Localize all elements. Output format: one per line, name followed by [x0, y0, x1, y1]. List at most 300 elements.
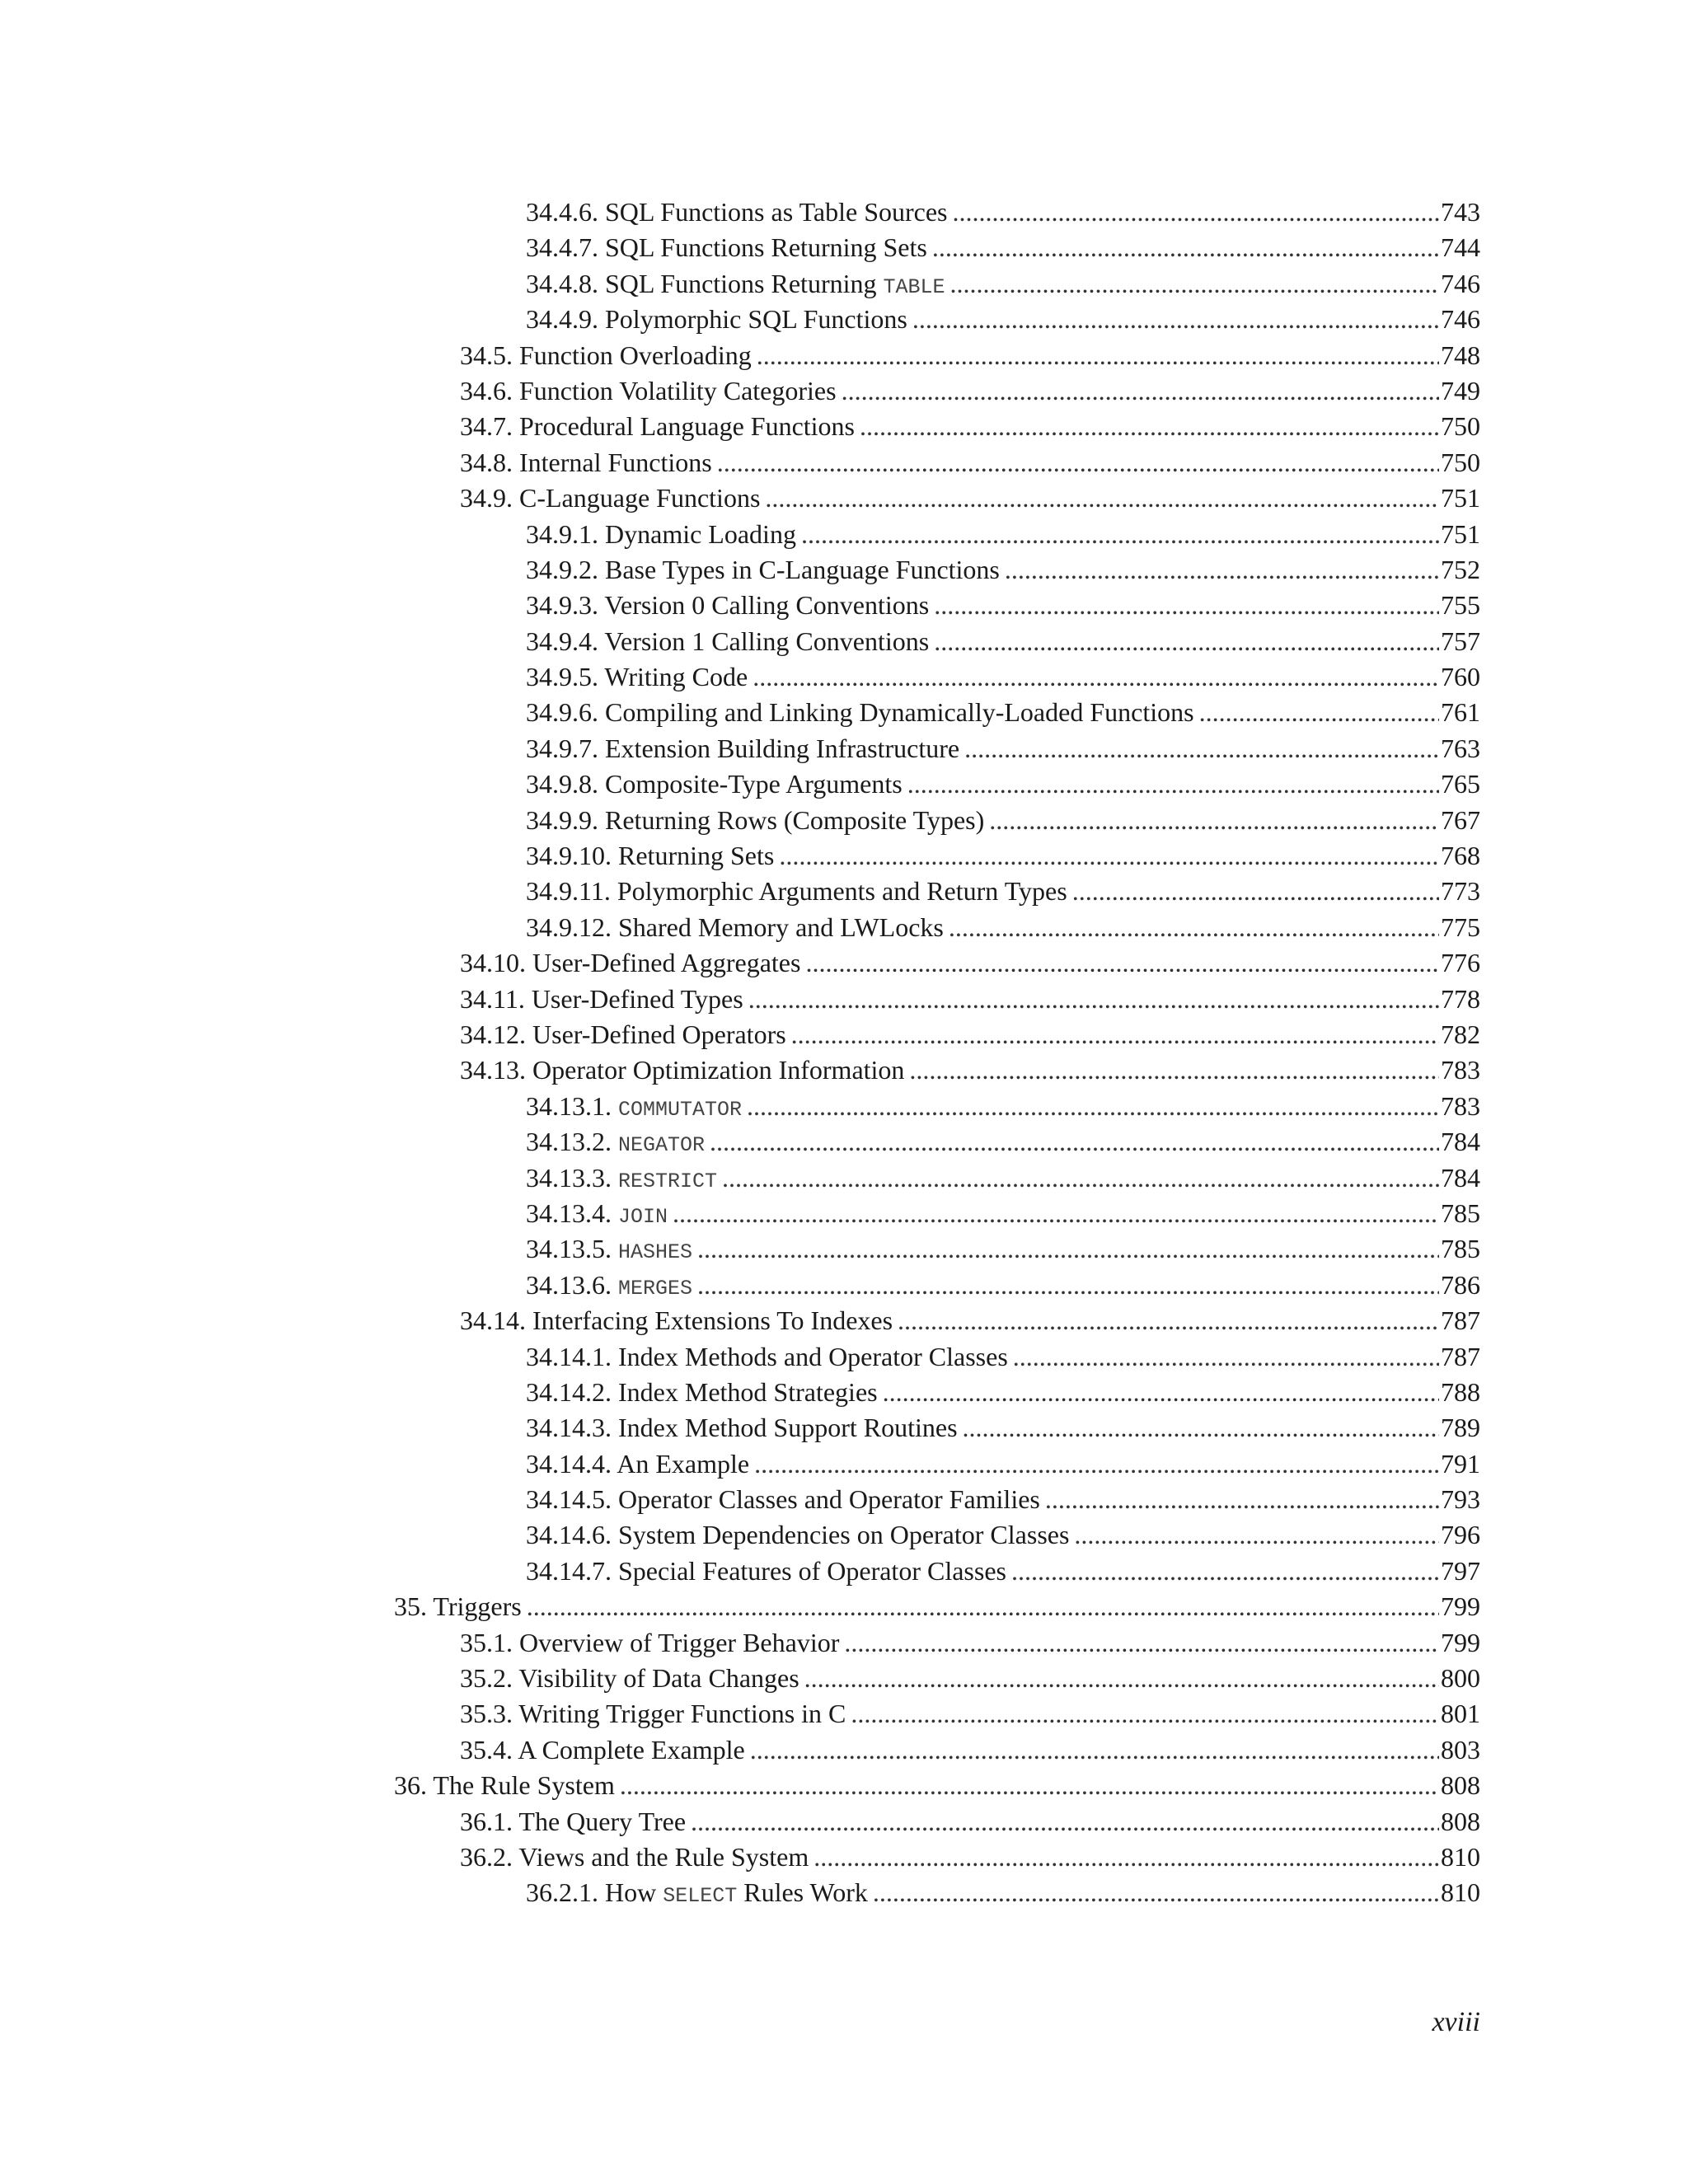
toc-entry-page: 761	[1441, 697, 1480, 728]
toc-entry[interactable]	[526, 1410, 1688, 1446]
toc-entry-line	[526, 624, 1480, 659]
dot-leader	[912, 302, 1439, 337]
toc-entry-title-text: Base Types in C-Language Functions	[605, 554, 1000, 584]
toc-entry-title-text: Special Features of Operator Classes	[618, 1555, 1006, 1586]
toc-entry-title-text: Returning Sets	[618, 841, 775, 871]
toc-entry-title-text: Views and the Rule System	[518, 1841, 809, 1872]
toc-entry-line	[526, 194, 1480, 230]
toc-entry[interactable]	[526, 1231, 1688, 1267]
toc-entry-page: 775	[1441, 912, 1480, 942]
toc-entry-number: 34.5.	[460, 340, 513, 370]
toc-entry[interactable]	[526, 1160, 1688, 1196]
toc-entry-number: 34.14.1.	[526, 1341, 612, 1371]
toc-entry-page: 757	[1441, 626, 1480, 656]
toc-entry-page: 782	[1441, 1019, 1480, 1049]
toc-entry-code: SELECT	[663, 1884, 738, 1909]
toc-entry-page: 808	[1441, 1806, 1480, 1836]
toc-entry[interactable]	[460, 373, 1688, 409]
dot-leader	[1005, 552, 1439, 588]
toc-entry-page: 783	[1441, 1090, 1480, 1121]
toc-entry-code: HASHES	[618, 1240, 693, 1265]
dot-leader	[717, 445, 1439, 480]
toc-entry-title-text: Overview of Trigger Behavior	[519, 1627, 840, 1657]
toc-entry[interactable]	[526, 1339, 1688, 1375]
toc-entry-line	[526, 588, 1480, 623]
dot-leader	[805, 945, 1439, 981]
toc-entry-code: JOIN	[618, 1204, 668, 1229]
toc-entry-title	[460, 1696, 851, 1732]
toc-entry-number: 34.13.6.	[526, 1269, 612, 1300]
toc-entry-number: 34.8.	[460, 447, 513, 477]
toc-entry-line	[526, 1339, 1480, 1375]
toc-entry-title	[526, 1517, 1074, 1553]
toc-entry[interactable]	[460, 1696, 1688, 1732]
toc-entry-page: 800	[1441, 1663, 1480, 1694]
dot-leader	[851, 1696, 1439, 1732]
toc-entry-page: 755	[1441, 590, 1480, 621]
toc-entry-title-text: SQL Functions Returning	[605, 268, 884, 298]
toc-entry-number: 34.9.2.	[526, 554, 598, 584]
dot-leader	[722, 1160, 1439, 1196]
toc-entry-line	[460, 982, 1480, 1017]
toc-entry-line	[394, 1589, 1480, 1624]
toc-entry[interactable]	[394, 1589, 1688, 1624]
toc-entry-line	[526, 874, 1480, 909]
toc-entry-page: 784	[1441, 1162, 1480, 1193]
toc-entry-code: NEGATOR	[618, 1133, 706, 1158]
toc-entry-title	[526, 1268, 697, 1306]
toc-entry-title	[526, 1554, 1011, 1589]
toc-entry-title	[526, 302, 912, 337]
toc-entry-title	[460, 1625, 844, 1661]
toc-entry-title	[460, 1804, 691, 1840]
dot-leader	[527, 1589, 1439, 1624]
toc-entry-number: 34.9.11.	[526, 876, 611, 907]
toc-entry-page: 785	[1441, 1234, 1480, 1264]
toc-entry-title	[526, 803, 989, 838]
toc-entry[interactable]	[526, 194, 1688, 230]
toc-entry[interactable]	[460, 1840, 1688, 1875]
toc-entry-page: 796	[1441, 1520, 1480, 1550]
toc-entry-number: 34.9.12.	[526, 912, 612, 942]
toc-entry-title-text: An Example	[617, 1448, 750, 1479]
toc-entry-page: 750	[1441, 411, 1480, 442]
toc-entry-page: 791	[1441, 1448, 1480, 1479]
toc-entry[interactable]	[526, 1446, 1688, 1482]
toc-entry-page: 773	[1441, 876, 1480, 907]
toc-entry-title	[526, 1875, 873, 1914]
toc-entry-line	[460, 1804, 1480, 1840]
dot-leader	[673, 1196, 1439, 1231]
dot-leader	[932, 230, 1439, 265]
toc-entry-line	[526, 659, 1480, 695]
toc-entry-page: 752	[1441, 554, 1480, 584]
toc-entry-title	[394, 1589, 527, 1624]
dot-leader	[757, 338, 1439, 373]
toc-entry-page: 787	[1441, 1305, 1480, 1336]
toc-entry[interactable]	[460, 1804, 1688, 1840]
toc-entry-title	[460, 338, 757, 373]
toc-entry-number: 34.9.5.	[526, 662, 598, 692]
toc-entry-number: 34.4.6.	[526, 197, 598, 227]
toc-entry-title	[526, 552, 1005, 588]
toc-entry-number: 36.	[394, 1770, 427, 1801]
dot-leader	[747, 1089, 1439, 1124]
toc-entry-page: 750	[1441, 447, 1480, 477]
toc-entry-number: 34.14.6.	[526, 1520, 612, 1550]
toc-entry[interactable]	[460, 445, 1688, 480]
toc-entry-number: 34.9.9.	[526, 804, 598, 835]
toc-entry-page: 768	[1441, 841, 1480, 871]
toc-entry-page: 810	[1441, 1877, 1480, 1908]
dot-leader	[883, 1375, 1439, 1410]
dot-leader	[989, 803, 1439, 838]
toc-entry-title-text: C-Language Functions	[519, 483, 761, 513]
toc-entry-title-text: Version 0 Calling Conventions	[604, 590, 930, 621]
toc-entry[interactable]	[460, 1661, 1688, 1696]
toc-entry-title	[526, 266, 950, 305]
toc-entry-line	[460, 1696, 1480, 1732]
toc-entry-page: 765	[1441, 769, 1480, 799]
toc-entry-line	[460, 373, 1480, 409]
toc-entry-title	[526, 1375, 883, 1410]
toc-entry-page: 803	[1441, 1734, 1480, 1765]
toc-entry-title	[460, 409, 860, 444]
toc-entry-line	[460, 1052, 1480, 1088]
toc-entry-line	[526, 1089, 1480, 1127]
dot-leader	[779, 838, 1439, 874]
dot-leader	[750, 1732, 1439, 1768]
toc-entry-line	[526, 1196, 1480, 1235]
toc-entry-page: 786	[1441, 1269, 1480, 1300]
toc-entry[interactable]	[526, 1875, 1688, 1910]
toc-entry-number: 34.4.8.	[526, 268, 598, 298]
toc-entry-title-text: Interfacing Extensions To Indexes	[532, 1305, 893, 1336]
dot-leader	[950, 266, 1440, 302]
toc-entry-page: 784	[1441, 1127, 1480, 1157]
toc-entry-line	[526, 552, 1480, 588]
toc-entry-page: 808	[1441, 1770, 1480, 1801]
toc-entry-number: 34.9.4.	[526, 626, 598, 656]
toc-entry-line	[460, 409, 1480, 444]
toc-entry-line	[460, 445, 1480, 480]
dot-leader	[765, 480, 1439, 516]
toc-entry-line	[526, 803, 1480, 838]
toc-entry[interactable]	[460, 409, 1688, 444]
toc-entry[interactable]	[460, 1017, 1688, 1052]
toc-entry-title-text: Composite-Type Arguments	[605, 769, 903, 799]
toc-entry-number: 35.	[394, 1591, 427, 1622]
toc-entry[interactable]	[394, 1768, 1688, 1803]
toc-entry-number: 34.9.8.	[526, 769, 598, 799]
dot-leader	[691, 1804, 1439, 1840]
toc-entry[interactable]	[460, 1303, 1688, 1338]
toc-entry-code: COMMUTATOR	[618, 1097, 743, 1122]
toc-entry[interactable]	[526, 1268, 1688, 1303]
toc-entry-line	[460, 945, 1480, 981]
dot-leader	[953, 194, 1440, 230]
toc-entry[interactable]	[460, 480, 1688, 516]
toc-entry[interactable]	[526, 1089, 1688, 1124]
toc-entry[interactable]	[460, 982, 1688, 1017]
toc-entry-line	[526, 517, 1480, 552]
toc-entry-title	[460, 1732, 750, 1768]
toc-entry[interactable]	[526, 874, 1688, 909]
dot-leader	[1072, 874, 1439, 909]
toc-entry-number: 34.14.7.	[526, 1555, 612, 1586]
toc-entry-line	[526, 302, 1480, 337]
table-of-contents	[0, 194, 1688, 1911]
toc-entry-line	[460, 1625, 1480, 1661]
toc-entry-line	[526, 1375, 1480, 1410]
toc-entry-number: 34.14.2.	[526, 1376, 612, 1407]
toc-entry-title-text: The Rule System	[433, 1770, 615, 1801]
toc-entry-title	[526, 588, 934, 623]
toc-entry-number: 34.7.	[460, 411, 513, 442]
toc-entry-page: 763	[1441, 733, 1480, 763]
toc-entry-line	[526, 731, 1480, 766]
dot-leader	[1074, 1517, 1439, 1553]
toc-entry[interactable]	[526, 910, 1688, 945]
toc-entry[interactable]	[526, 266, 1688, 302]
dot-leader	[934, 624, 1439, 659]
toc-entry-title-text: Procedural Language Functions	[519, 411, 855, 442]
toc-entry-number: 34.11.	[460, 983, 525, 1014]
dot-leader	[791, 1017, 1439, 1052]
toc-entry-line	[526, 1160, 1480, 1199]
toc-entry-code: RESTRICT	[618, 1169, 718, 1193]
toc-entry-line	[526, 1124, 1480, 1163]
toc-entry[interactable]	[526, 1482, 1688, 1517]
toc-entry-page: 789	[1441, 1413, 1480, 1443]
toc-entry-title-text: User-Defined Types	[531, 983, 743, 1014]
dot-leader	[1199, 695, 1439, 730]
toc-entry-line	[460, 1661, 1480, 1696]
toc-entry[interactable]	[526, 838, 1688, 874]
toc-entry-title	[526, 1196, 673, 1235]
toc-entry-title-text: SQL Functions as Table Sources	[605, 197, 948, 227]
toc-entry-title	[526, 624, 934, 659]
toc-entry[interactable]	[526, 624, 1688, 659]
page-number: xviii	[1432, 2007, 1480, 2037]
toc-entry-number: 36.2.	[460, 1841, 513, 1872]
toc-entry-title	[526, 1089, 747, 1127]
dot-leader	[909, 1052, 1439, 1088]
toc-entry-line	[526, 230, 1480, 265]
dot-leader	[697, 1231, 1439, 1267]
toc-entry[interactable]	[526, 302, 1688, 337]
toc-entry-line	[460, 480, 1480, 516]
toc-entry-line	[460, 1732, 1480, 1768]
dot-leader	[842, 373, 1439, 409]
toc-entry-page: 749	[1441, 375, 1480, 405]
toc-entry-title	[394, 1768, 620, 1803]
dot-leader	[620, 1768, 1439, 1803]
toc-entry-title-text: System Dependencies on Operator Classes	[618, 1520, 1070, 1550]
dot-leader	[934, 588, 1439, 623]
toc-entry-page: 743	[1441, 197, 1480, 227]
toc-entry-title	[460, 982, 748, 1017]
toc-entry[interactable]	[526, 552, 1688, 588]
toc-entry-title	[526, 1446, 754, 1482]
toc-entry-title-text: Function Volatility Categories	[519, 375, 837, 405]
toc-entry-title	[460, 1303, 898, 1338]
toc-entry-title	[460, 1840, 814, 1875]
toc-entry-line	[526, 838, 1480, 874]
dot-leader	[804, 1661, 1439, 1696]
dot-leader	[907, 766, 1439, 802]
toc-entry-title-text: A Complete Example	[518, 1734, 745, 1765]
toc-entry-page: 793	[1441, 1484, 1480, 1515]
toc-entry-title	[460, 1017, 791, 1052]
toc-entry-title-text: Operator Optimization Information	[532, 1055, 905, 1085]
toc-entry-title-text: Writing Trigger Functions in C	[518, 1699, 846, 1729]
toc-entry[interactable]	[526, 695, 1688, 730]
toc-entry-page: 751	[1441, 518, 1480, 549]
toc-entry-title-text: Polymorphic SQL Functions	[605, 304, 907, 335]
toc-entry-title-text: Function Overloading	[519, 340, 752, 370]
toc-entry-line	[526, 1517, 1480, 1553]
toc-entry-line	[526, 1554, 1480, 1589]
dot-leader	[844, 1625, 1439, 1661]
toc-entry-title	[460, 373, 842, 409]
toc-entry-title-text: SQL Functions Returning Sets	[605, 232, 927, 263]
toc-entry-title	[526, 766, 907, 802]
toc-entry-title-text: Shared Memory and LWLocks	[618, 912, 944, 942]
toc-entry-title	[526, 695, 1199, 730]
toc-entry-title	[460, 445, 717, 480]
dot-leader	[1011, 1554, 1439, 1589]
toc-entry-title-text: How	[605, 1877, 663, 1908]
toc-entry-number: 34.6.	[460, 375, 513, 405]
toc-entry-number: 34.9.	[460, 483, 513, 513]
toc-entry-number: 34.9.6.	[526, 697, 598, 728]
toc-entry-number: 35.1.	[460, 1627, 513, 1657]
dot-leader	[949, 910, 1439, 945]
dot-leader	[1045, 1482, 1439, 1517]
toc-entry-number: 34.9.10.	[526, 841, 612, 871]
toc-entry-title-text: User-Defined Operators	[532, 1019, 786, 1049]
toc-entry[interactable]	[526, 1554, 1688, 1589]
toc-entry-title-after: Rules Work	[737, 1877, 868, 1908]
toc-entry-line	[526, 766, 1480, 802]
toc-entry-number: 36.1.	[460, 1806, 513, 1836]
dot-leader	[697, 1268, 1439, 1303]
toc-entry-line	[526, 1268, 1480, 1306]
toc-entry-title-text: Index Method Strategies	[618, 1376, 878, 1407]
toc-entry-line	[460, 1017, 1480, 1052]
toc-entry-title	[526, 230, 932, 265]
toc-entry[interactable]	[526, 1517, 1688, 1553]
dot-leader	[898, 1303, 1439, 1338]
toc-entry-title-text: Returning Rows (Composite Types)	[605, 804, 985, 835]
toc-entry[interactable]	[526, 731, 1688, 766]
toc-entry-line	[526, 1482, 1480, 1517]
toc-entry-number: 34.14.4.	[526, 1448, 612, 1479]
toc-entry-title-text: User-Defined Aggregates	[532, 948, 801, 978]
toc-entry-line	[526, 910, 1480, 945]
toc-entry-number: 34.9.1.	[526, 518, 598, 549]
toc-entry-title-text: Triggers	[433, 1591, 522, 1622]
dot-leader	[754, 1446, 1439, 1482]
toc-entry[interactable]	[526, 659, 1688, 695]
toc-entry-number: 34.13.	[460, 1055, 526, 1085]
toc-entry-page: 797	[1441, 1555, 1480, 1586]
dot-leader	[753, 659, 1439, 695]
toc-entry-title-text: The Query Tree	[518, 1806, 687, 1836]
toc-entry-line	[526, 1231, 1480, 1270]
toc-entry-page: 746	[1441, 304, 1480, 335]
dot-leader	[1013, 1339, 1439, 1375]
toc-entry-number: 35.2.	[460, 1663, 513, 1694]
toc-entry[interactable]	[526, 588, 1688, 623]
toc-entry-page: 788	[1441, 1376, 1480, 1407]
toc-entry-line	[526, 1446, 1480, 1482]
toc-entry-title-text: Operator Classes and Operator Families	[618, 1484, 1040, 1515]
dot-leader	[801, 517, 1439, 552]
toc-entry-number: 36.2.1.	[526, 1877, 598, 1908]
toc-entry-page: 799	[1441, 1591, 1480, 1622]
toc-entry-title-text: Visibility of Data Changes	[518, 1663, 799, 1694]
toc-entry-title	[526, 1160, 722, 1199]
toc-entry-number: 35.3.	[460, 1699, 513, 1729]
toc-entry-page: 746	[1441, 268, 1480, 298]
toc-entry[interactable]	[526, 766, 1688, 802]
toc-entry-title	[460, 1661, 804, 1696]
toc-entry[interactable]	[460, 1625, 1688, 1661]
toc-entry[interactable]	[460, 1732, 1688, 1768]
toc-entry-page: 776	[1441, 948, 1480, 978]
toc-entry[interactable]	[460, 1052, 1688, 1088]
toc-entry-title	[526, 1482, 1045, 1517]
toc-entry-title-text: Dynamic Loading	[605, 518, 796, 549]
toc-entry-page: 801	[1441, 1699, 1480, 1729]
toc-entry[interactable]	[526, 1375, 1688, 1410]
toc-entry[interactable]	[460, 945, 1688, 981]
toc-entry-page: 744	[1441, 232, 1480, 263]
toc-entry-page: 748	[1441, 340, 1480, 370]
toc-entry-title	[526, 874, 1072, 909]
toc-entry-line	[526, 695, 1480, 730]
toc-entry[interactable]	[526, 230, 1688, 265]
toc-entry[interactable]	[460, 338, 1688, 373]
toc-entry-title-text: Polymorphic Arguments and Return Types	[617, 876, 1067, 907]
toc-entry[interactable]	[526, 1124, 1688, 1160]
dot-leader	[964, 731, 1439, 766]
toc-entry-number: 34.13.4.	[526, 1197, 612, 1228]
toc-entry-number: 34.14.	[460, 1305, 526, 1336]
toc-entry-line	[460, 1840, 1480, 1875]
toc-entry-page: 778	[1441, 983, 1480, 1014]
toc-entry-line	[526, 266, 1480, 305]
toc-entry[interactable]	[526, 1196, 1688, 1231]
toc-entry-title	[460, 945, 805, 981]
toc-entry-title	[526, 731, 964, 766]
toc-entry-title	[526, 1339, 1013, 1375]
toc-entry-title	[526, 659, 753, 695]
toc-entry-line	[460, 338, 1480, 373]
toc-entry-title	[526, 1410, 963, 1446]
toc-entry-title	[526, 194, 953, 230]
toc-entry-title	[526, 517, 801, 552]
toc-entry-number: 34.12.	[460, 1019, 526, 1049]
toc-entry-number: 34.14.5.	[526, 1484, 612, 1515]
toc-entry-number: 34.4.9.	[526, 304, 598, 335]
toc-entry[interactable]	[526, 803, 1688, 838]
toc-entry-number: 34.10.	[460, 948, 526, 978]
toc-entry-title	[460, 480, 765, 516]
toc-entry[interactable]	[526, 517, 1688, 552]
